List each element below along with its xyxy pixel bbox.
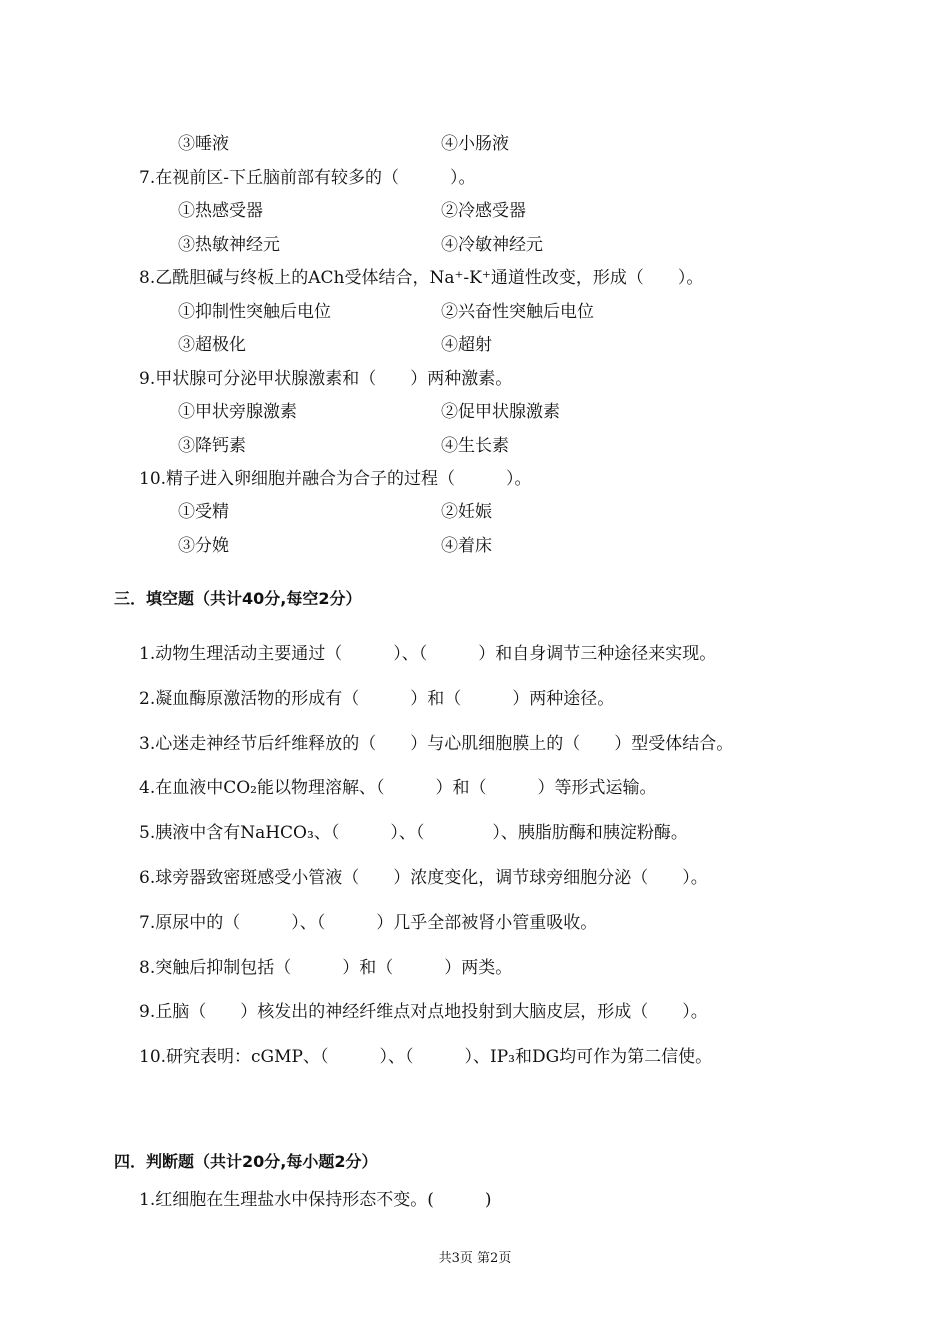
fill-in-question: 5.胰液中含有NaHCO₃、（ ）、（ ）、胰脂肪酶和胰淀粉酶。 — [139, 823, 688, 844]
fill-in-question: 10.研究表明：cGMP、（ ）、（ ）、IP₃和DG均可作为第二信使。 — [139, 1047, 713, 1068]
option-text: ④超射 — [441, 335, 492, 355]
option-text: ②兴奋性突触后电位 — [441, 302, 594, 322]
option-text: ③唾液 — [178, 134, 229, 154]
option-text: ①热感受器 — [178, 201, 263, 221]
option-text: ②冷感受器 — [441, 201, 526, 221]
option-text: ④冷敏神经元 — [441, 235, 543, 255]
option-text: ①抑制性突触后电位 — [178, 302, 331, 322]
section-4-title: 四．判断题（共计20分,每小题2分） — [114, 1152, 378, 1171]
option-text: ④着床 — [441, 536, 492, 556]
fill-in-question: 2.凝血酶原激活物的形成有（ ）和（ ）两种途径。 — [139, 688, 615, 709]
option-text: ②妊娠 — [441, 502, 492, 522]
fill-in-question: 9.丘脑（ ）核发出的神经纤维点对点地投射到大脑皮层，形成（ ）。 — [139, 1002, 708, 1023]
page-footer: 共3页 第2页 — [438, 1251, 512, 1266]
option-text: ④生长素 — [441, 436, 509, 456]
question-text: 7.在视前区-下丘脑前部有较多的（ ）。 — [139, 168, 476, 188]
option-text: ③热敏神经元 — [178, 235, 280, 255]
fill-in-question: 8.突触后抑制包括（ ）和（ ）两类。 — [139, 957, 513, 978]
fill-in-question: 6.球旁器致密斑感受小管液（ ）浓度变化，调节球旁细胞分泌（ ）。 — [139, 868, 708, 888]
section-3-title: 三．填空题（共计40分,每空2分） — [114, 589, 362, 608]
question-text: 8.乙酰胆碱与终板上的ACh受体结合，Na⁺-K⁺通道性改变，形成（ ）。 — [139, 268, 704, 288]
question-text: 10.精子进入卵细胞并融合为合子的过程（ ）。 — [139, 469, 532, 489]
option-text: ②促甲状腺激素 — [441, 402, 560, 422]
option-text: ④小肠液 — [441, 134, 509, 154]
option-text: ①受精 — [178, 502, 229, 522]
true-false-question: 1.红细胞在生理盐水中保持形态不变。( ) — [139, 1190, 492, 1210]
fill-in-question: 1.动物生理活动主要通过（ ）、（ ）和自身调节三种途径来实现。 — [139, 644, 717, 664]
option-text: ③超极化 — [178, 335, 246, 355]
fill-in-question: 4.在血液中CO₂能以物理溶解、（ ）和（ ）等形式运输。 — [139, 778, 657, 799]
option-text: ③分娩 — [178, 536, 229, 556]
option-text: ③降钙素 — [178, 436, 246, 456]
question-text: 9.甲状腺可分泌甲状腺激素和（ ）两种激素。 — [139, 369, 513, 389]
fill-in-question: 7.原尿中的（ ）、（ ）几乎全部被肾小管重吸收。 — [139, 912, 598, 933]
option-text: ①甲状旁腺激素 — [178, 402, 297, 422]
fill-in-question: 3.心迷走神经节后纤维释放的（ ）与心肌细胞膜上的（ ）型受体结合。 — [139, 733, 734, 754]
